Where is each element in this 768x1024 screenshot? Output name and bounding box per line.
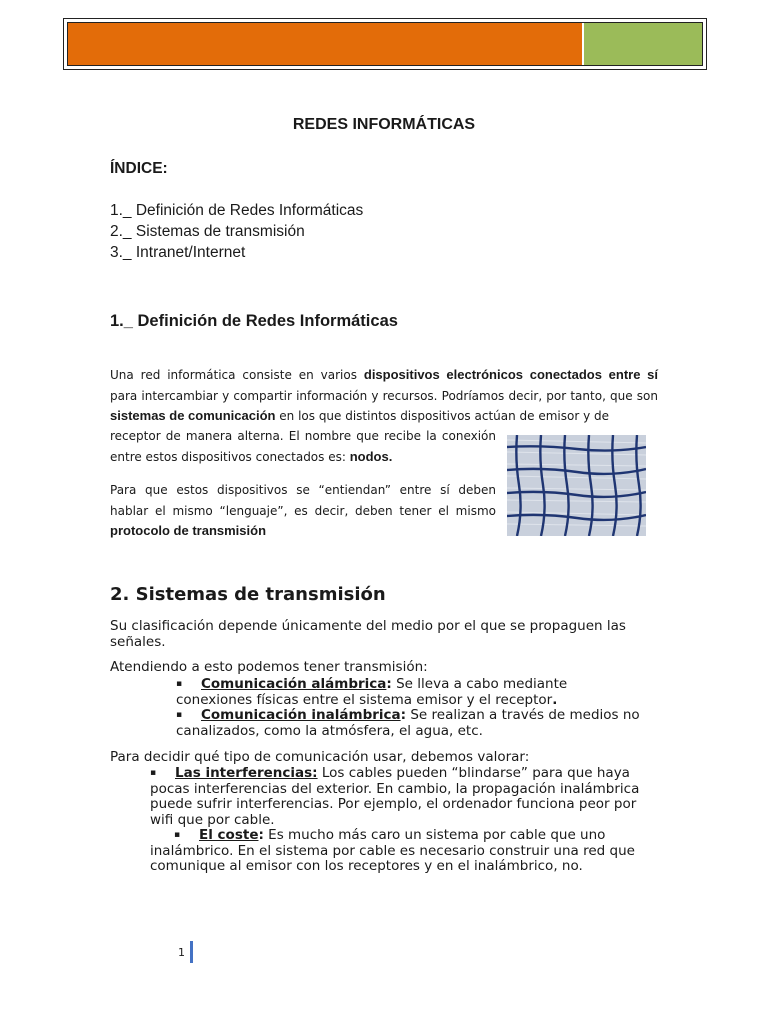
section1-paragraph-3: Para que estos dispositivos se “entiendan” entre sí deben hablar el mismo “lenguaje”, es decir, deben tener el mismo protocolo de transmisión bbox=[110, 483, 496, 538]
section2-lead-2: Para decidir qué tipo de comunicación usar, debemos valorar: bbox=[110, 749, 530, 765]
page-number-rule bbox=[190, 941, 193, 963]
section1-heading: 1._ Definición de Redes Informáticas bbox=[110, 312, 398, 330]
list-item: ▪ Comunicación alámbrica: Se lleva a cabo mediante conexiones físicas entre el sistema emisor y el receptor. bbox=[176, 676, 568, 708]
index-list bbox=[110, 200, 363, 263]
list-item: ▪ Las interferencias: Los cables pueden “blindarse” para que haya pocas interferencias del exterior. En cambio, la propagación inalámbrica puede sufrir interferencias. Por ejemplo, el ordenador funciona peor por wifi que por cable. bbox=[150, 765, 640, 828]
network-mesh-image bbox=[507, 435, 646, 536]
criteria-list bbox=[150, 766, 660, 875]
document-title: REDES INFORMÁTICAS bbox=[292, 116, 476, 133]
section1-paragraph-1: Una red informática consiste en varios dispositivos electrónicos conectados entre sí para intercambiar y compartir información y recursos. Podríamos decir, por tanto, que son sistemas de comunicación en los que distintos dispositivos actúan de emisor y de bbox=[110, 367, 658, 423]
section2-heading: 2. Sistemas de transmisión bbox=[110, 584, 386, 605]
header-banner bbox=[63, 18, 707, 70]
index-heading: ÍNDICE: bbox=[110, 160, 168, 177]
list-item: ▪ Comunicación inalámbrica: Se realizan a través de medios no canalizados, como la atmósfera, el agua, etc. bbox=[176, 707, 640, 739]
header-orange-bar bbox=[68, 23, 582, 65]
transmission-types-list bbox=[176, 677, 646, 739]
index-item: 3._ Intranet/Internet bbox=[110, 244, 246, 261]
list-item: ▪ El coste: Es mucho más caro un sistema por cable que uno inalámbrico. En el sistema por cable es necesario construir una red que comunique al emisor con los receptores y en el inalámbrico, no. bbox=[150, 827, 635, 874]
header-green-bar bbox=[582, 23, 702, 65]
section1-paragraph-2: receptor de manera alterna. El nombre que recibe la conexión entre estos dispositivos conectados es: nodos. bbox=[110, 429, 496, 464]
page-number: 1 bbox=[178, 946, 185, 959]
section2-lead-1: Atendiendo a esto podemos tener transmisión: bbox=[110, 659, 428, 675]
index-item: 1._ Definición de Redes Informáticas bbox=[110, 202, 364, 219]
section2-intro: Su clasificación depende únicamente del medio por el que se propaguen las señales. bbox=[110, 618, 626, 650]
index-item: 2._ Sistemas de transmisión bbox=[110, 223, 305, 240]
